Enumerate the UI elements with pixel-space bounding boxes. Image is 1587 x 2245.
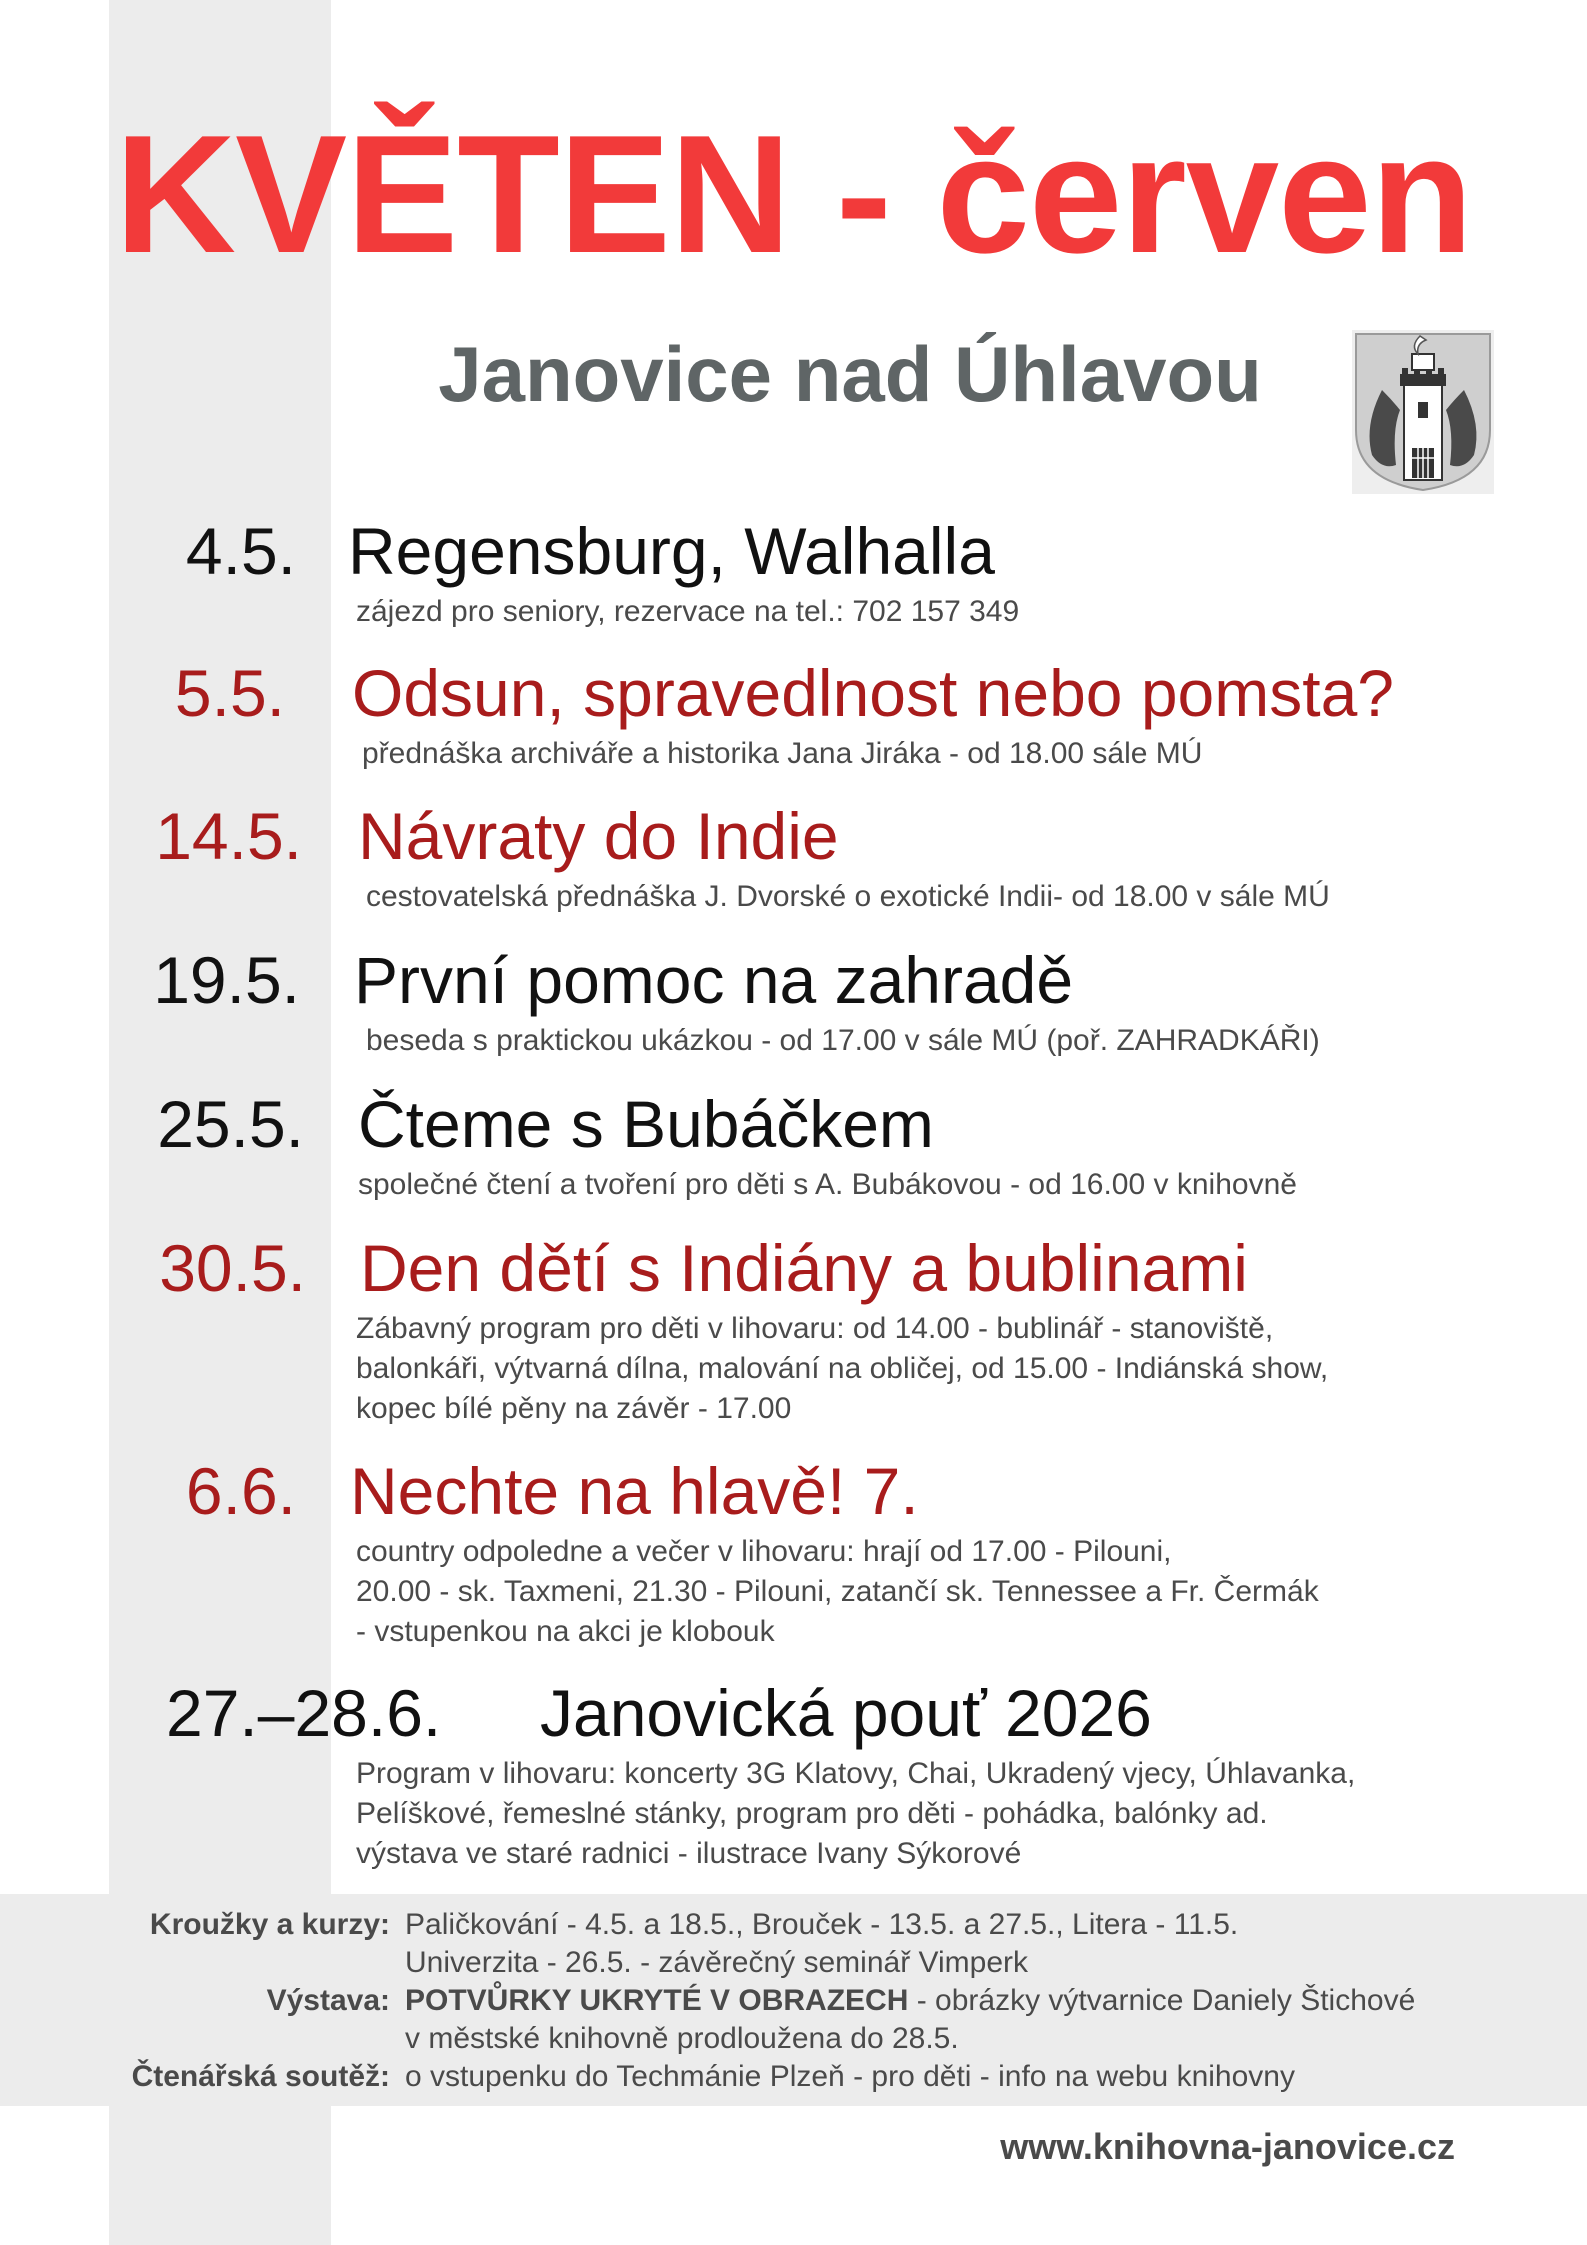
town-name: Janovice nad Úhlavou [438,330,1262,418]
event-title: První pomoc na zahradě [354,943,1074,1017]
event-description-line: kopec bílé pěny na závěr - 17.00 [356,1392,792,1425]
event-description [356,1754,1355,1874]
courses-line: Univerzita - 26.5. - závěrečný seminář Vimperk [405,1946,1028,1979]
event-title: Návraty do Indie [358,799,839,873]
event-description [358,1165,1297,1205]
event-description-line: - vstupenkou na akci je klobouk [356,1615,775,1648]
town-crest-icon [1352,330,1494,494]
exhibition-line: v městské knihovně prodloužena do 28.5. [405,2022,959,2055]
event-description-line: Program v lihovaru: koncerty 3G Klatovy, Chai, Ukradený vjecy, Úhlavanka, [356,1757,1356,1790]
event-description [356,1309,1328,1429]
page-title: KVĚTEN - červen [114,100,1473,288]
event-title: Čteme s Bubáčkem [358,1087,934,1161]
exhibition-label: Výstava: [266,1984,390,2017]
event-title: Janovická pouť 2026 [540,1676,1152,1750]
event-title: Regensburg, Walhalla [348,514,995,588]
event-date: 6.6. [185,1454,296,1528]
event-date: 25.5. [157,1087,304,1161]
event-description-line: Zábavný program pro děti v lihovaru: od 14.00 - bublinář - stanoviště, [356,1312,1274,1345]
event-description-line: 20.00 - sk. Taxmeni, 21.30 - Pilouni, zatančí sk. Tennessee a Fr. Čermák [356,1575,1319,1608]
event-description [356,1532,1319,1652]
event-title: Den dětí s Indiány a bublinami [360,1231,1248,1305]
event-description-line: balonkáři, výtvarná dílna, malování na obličej, od 15.00 - Indiánská show, [356,1352,1329,1385]
event-description [356,592,1019,632]
event-date: 5.5. [174,656,285,730]
event-description-line: zájezd pro seniory, rezervace na tel.: 702 157 349 [356,595,1020,628]
event-description-line: přednáška archiváře a historika Jana Jiráka - od 18.00 sále MÚ [362,737,1203,770]
event-title: Nechte na hlavě! 7. [350,1454,919,1528]
courses-text [405,1906,1238,1982]
event-date: 30.5. [159,1231,306,1305]
event-description [366,1021,1320,1061]
event-description-line: Pelíškové, řemeslné stánky, program pro děti - pohádka, balónky ad. [356,1797,1268,1830]
event-description [362,734,1202,774]
website-link[interactable]: www.knihovna-janovice.cz [1000,2126,1455,2167]
event-title: Odsun, spravedlnost nebo pomsta? [352,656,1394,730]
exhibition-detail: - obrázky výtvarnice Daniely Štichové [908,1984,1416,2017]
event-date: 14.5. [155,799,302,873]
exhibition-name: POTVŮRKY UKRYTÉ V OBRAZECH [405,1984,909,2017]
courses-label: Kroužky a kurzy: [149,1908,390,1941]
event-date: 19.5. [153,943,300,1017]
event-description-line: společné čtení a tvoření pro děti s A. Bubákovou - od 16.00 v knihovně [358,1168,1297,1201]
contest-text: o vstupenku do Techmánie Plzeň - pro děti - info na webu knihovny [405,2060,1295,2093]
event-date: 4.5. [185,514,296,588]
courses-line: Paličkování - 4.5. a 18.5., Brouček - 13.5. a 27.5., Litera - 11.5. [405,1908,1239,1941]
event-description-line: výstava ve staré radnici - ilustrace Ivany Sýkorové [356,1837,1022,1870]
event-description-line: beseda s praktickou ukázkou - od 17.00 v sále MÚ (poř. ZAHRADKÁŘI) [366,1024,1320,1057]
event-date: 27.–28.6. [166,1676,442,1750]
contest-label: Čtenářská soutěž: [131,2060,390,2093]
event-description [366,877,1330,917]
event-description-line: cestovatelská přednáška J. Dvorské o exotické Indii- od 18.00 v sále MÚ [366,880,1330,913]
event-description-line: country odpoledne a večer v lihovaru: hrají od 17.00 - Pilouni, [356,1535,1172,1568]
exhibition-text [405,1982,1415,2058]
